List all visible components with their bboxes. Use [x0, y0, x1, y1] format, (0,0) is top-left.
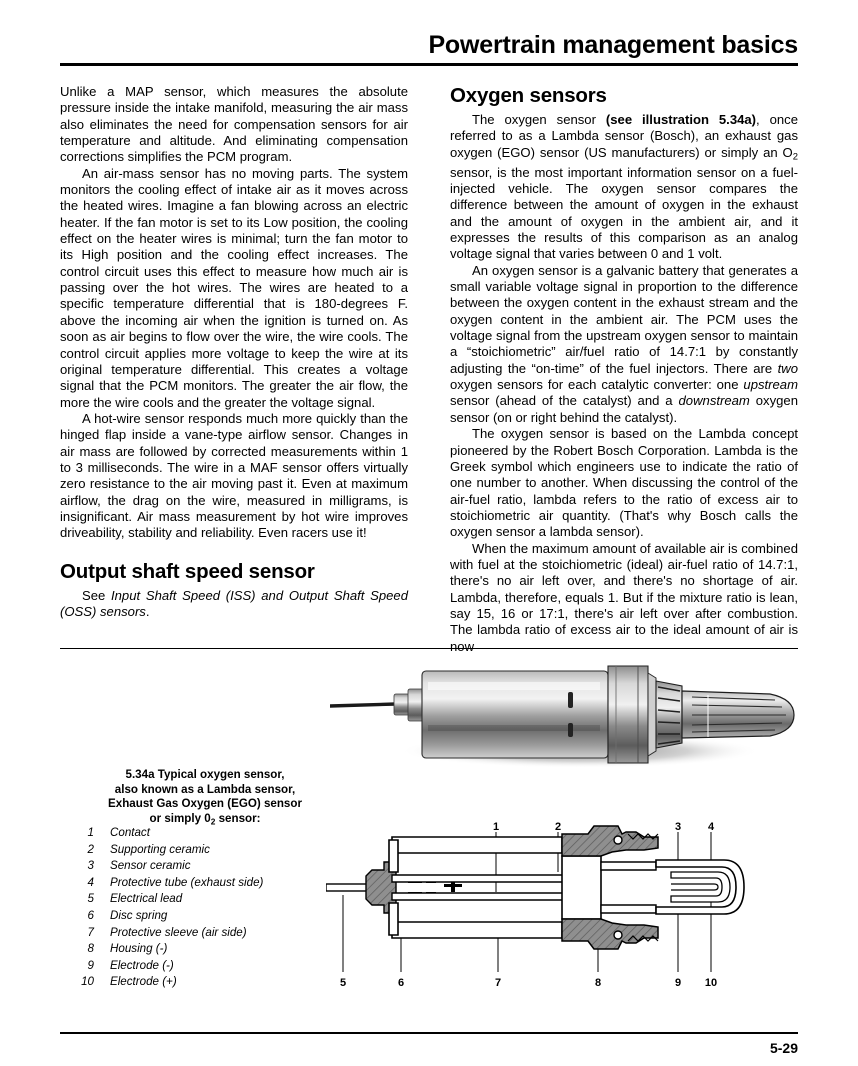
paragraph: A hot-wire sensor responds much more quickly than the hinged flap inside a vane-type airflow sensor. Changes in air mass are followed by corrected measurements within 1 to 3 milliseconds. The wire in a MAF sensor offers virtually zero resistance to the air moving past it. Even at maximum airflow, the drag on the wire, measured in milligrams, is insignificant. Air mass measurement by hot wire improves driveability, stability and reliability. Even racers use it! — [60, 410, 408, 541]
callout-1: 1 — [492, 821, 500, 833]
callout-5: 5 — [339, 977, 347, 989]
caption-text-run: or simply 0 — [149, 811, 211, 825]
illustration-reference: (see illustration 5.34a) — [605, 112, 757, 127]
header-divider — [60, 63, 798, 66]
text-run: An oxygen sensor is a galvanic battery that generates a small variable voltage signal in proportion to the difference between the oxygen content in the exhaust stream and the oxygen content in the ambient air. The PCM uses the voltage signal from the upstream oxygen sensor to maintain a “stoichiometric” air/fuel ratio of 14.7:1 by constantly adjusting the “on-time” of the fuel injectors. There are — [450, 262, 798, 376]
legend-label: Electrical lead — [110, 892, 183, 906]
figure-top-divider — [60, 648, 798, 649]
figure-5-34a — [60, 660, 798, 1030]
cross-section-svg — [326, 820, 798, 1020]
legend-label: Electrode (-) — [110, 958, 174, 972]
legend-label: Electrode (+) — [110, 975, 177, 989]
xref-tail: . — [145, 603, 150, 619]
emphasis: downstream — [678, 393, 750, 409]
legend-label: Protective tube (exhaust side) — [110, 875, 264, 889]
text-run: The oxygen sensor — [472, 112, 606, 127]
legend-number: 8 — [87, 942, 94, 956]
paragraph: When the maximum amount of available air is combined with fuel at the stoichiometric (ideal) air-fuel ratio of 14.7:1, there's no air left over, and there's no shortage of air. Lambda, therefore, equals 1. But if the mixture ratio is lean, say 15, 16 or 17:1, there's air left over after combustion. The lambda ratio of excess air to the ideal amount of air is now — [450, 540, 798, 654]
xref-italic: Input Shaft Speed (ISS) and Output Shaft Speed (OSS) sensors — [60, 587, 408, 619]
callout-4: 4 — [707, 821, 715, 833]
list-item — [70, 842, 350, 859]
legend-label: Disc spring — [110, 908, 168, 922]
callout-9: 9 — [674, 977, 682, 989]
legend-number: 2 — [87, 842, 94, 856]
callout-10: 10 — [704, 977, 718, 989]
text-run: , once referred to as a Lambda sensor (Bosch), an exhaust gas oxygen (EGO) sensor (US manufacturers) or simply an O — [450, 112, 798, 160]
left-column — [60, 84, 408, 620]
text-run: sensor, is the most important information sensor on a fuel-injected vehicle. The oxygen sensor compares the difference between the amount of oxygen in the exhaust and the amount of oxygen in the ambient air, and it expresses the results of this comparison as an analog voltage signal that varies between 0 and 1 volt. — [450, 164, 798, 262]
caption-line: Exhaust Gas Oxygen (EGO) sensor — [108, 797, 302, 811]
callout-2: 2 — [554, 821, 562, 833]
text-run: oxygen sensor (on or right behind the catalyst). — [450, 393, 798, 425]
oxygen-sensor-cross-section-diagram — [326, 820, 798, 1020]
callout-6: 6 — [397, 977, 405, 989]
subscript: 2 — [792, 150, 798, 162]
legend-label: Contact — [110, 826, 150, 839]
figure-legend — [70, 825, 350, 991]
section-heading-output-shaft-speed-sensor: Output shaft speed sensor — [60, 559, 315, 583]
legend-number: 5 — [87, 892, 94, 906]
list-item — [70, 891, 350, 908]
page-header — [60, 30, 798, 66]
text-run: oxygen sensors for each catalytic converter: one — [450, 377, 744, 393]
right-column — [450, 84, 798, 655]
list-item — [70, 958, 350, 975]
legend-label: Supporting ceramic — [110, 842, 210, 856]
xref-lead: See — [82, 587, 112, 603]
page-number: 5-29 — [769, 1040, 798, 1056]
emphasis: two — [777, 360, 798, 376]
legend-number: 10 — [81, 975, 94, 989]
body-columns — [60, 84, 798, 654]
caption-text-run: sensor: — [215, 811, 261, 825]
text-run: sensor (ahead of the catalyst) and a — [450, 393, 679, 409]
legend-number: 6 — [87, 908, 94, 922]
paragraph: Unlike a MAP sensor, which measures the absolute pressure inside the intake manifold, measuring the air mass also eliminates the need for compensation sensors for air temperature and altitude. And eliminating compensation corrections simplifies the PCM program. — [60, 84, 408, 165]
list-item — [70, 858, 350, 875]
cross-reference-paragraph — [60, 588, 408, 621]
paragraph — [450, 263, 798, 426]
callout-3: 3 — [674, 821, 682, 833]
caption-line: also known as a Lambda sensor, — [114, 782, 296, 796]
list-item — [70, 925, 350, 942]
subscript: 2 — [210, 816, 216, 827]
list-item — [70, 875, 350, 892]
legend-number: 1 — [87, 826, 94, 839]
paragraph: An air-mass sensor has no moving parts. The system monitors the cooling effect of intake air as it moves across the heated wires. Imagine a fan blowing across an electric heater. If the fan motor is set to its Low position, the cooling effect on the heater wires is minimal; turn the fan motor to its High position and the cooling effect increases. The control circuit uses this effect to measure how much air is passing over the hot wires. The wires are heated to a specific temperature differential that is 180-degrees F. above the incoming air when the ignition is turned on. As soon as air begins to flow over the wire, the wire cools. The control circuit applies more voltage to keep the wire at its original temperature differential. This creates a voltage signal that the PCM monitors. The greater the air flow, the more the wire cools and the greater the voltage signal. — [60, 165, 408, 410]
figure-caption — [60, 768, 350, 829]
callout-8: 8 — [594, 977, 602, 989]
paragraph: The oxygen sensor is based on the Lambda concept pioneered by the Robert Bosch Corporation. Lambda is the Greek symbol which engineers use to indicate the ratio of one number to another. When discussing the control of the air-fuel ratio, lambda refers to the ratio of excess air to stoichiometric air quantity. (That's why Bosch calls the oxygen sensor a lambda sensor). — [450, 426, 798, 540]
legend-label: Protective sleeve (air side) — [110, 925, 247, 939]
paragraph — [450, 112, 798, 263]
legend-number: 3 — [87, 859, 94, 873]
legend-number: 7 — [87, 925, 94, 939]
oxygen-sensor-photo — [330, 665, 800, 805]
list-item — [70, 908, 350, 925]
list-item — [70, 974, 350, 991]
footer-divider — [60, 1032, 798, 1034]
legend-number: 9 — [87, 958, 94, 972]
list-item — [70, 941, 350, 958]
legend-label: Housing (-) — [110, 942, 168, 956]
section-heading-oxygen-sensors: Oxygen sensors — [450, 84, 607, 107]
callout-7: 7 — [494, 977, 502, 989]
legend-number: 4 — [87, 875, 94, 889]
oxygen-sensor-photo-svg — [330, 665, 800, 805]
caption-line: 5.34a Typical oxygen sensor, — [125, 768, 285, 781]
list-item — [70, 825, 350, 842]
page-title: Powertrain management basics — [428, 31, 798, 59]
legend-label: Sensor ceramic — [110, 859, 191, 873]
emphasis: upstream — [743, 377, 798, 393]
